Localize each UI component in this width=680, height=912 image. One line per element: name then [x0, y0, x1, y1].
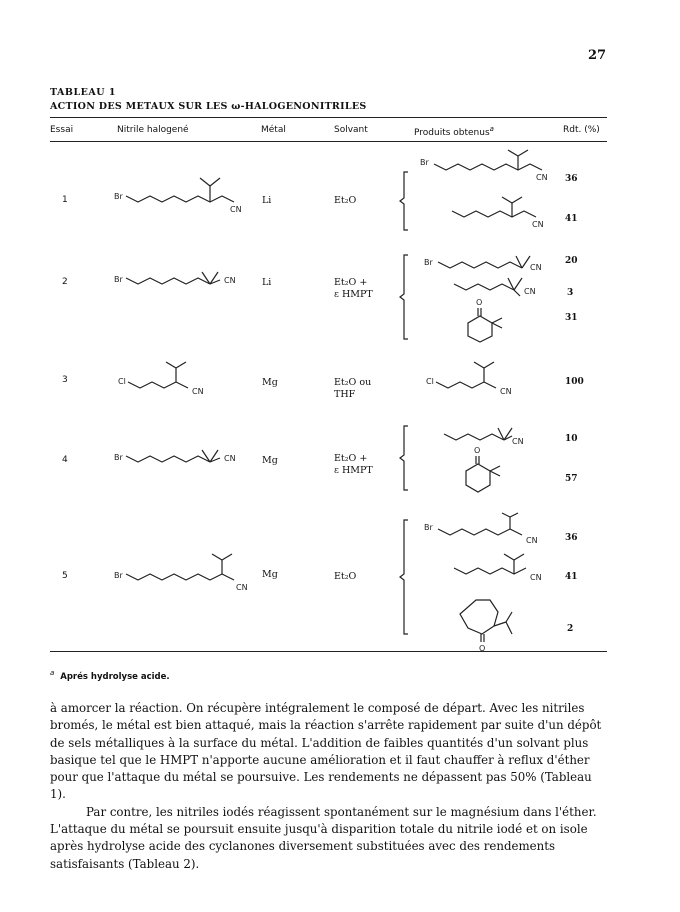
- nitrile-5-halogen: Br: [114, 571, 123, 580]
- footnote-mark: a: [50, 668, 55, 677]
- nitrile-3-structure: [118, 356, 218, 398]
- header-nitrile: Nitrile halogené: [117, 125, 189, 135]
- table-footnote: [50, 668, 170, 682]
- header-produits-note: a: [489, 125, 494, 133]
- table-title: TABLEAU 1: [50, 87, 116, 98]
- brace-1: [398, 170, 412, 232]
- product-1-2-structure: [448, 193, 548, 229]
- footnote-text: Aprés hydrolyse acide.: [60, 671, 170, 682]
- nitrile-4-structure: [112, 440, 252, 470]
- header-rule: [50, 141, 607, 142]
- product-5-1-cn: CN: [526, 536, 538, 545]
- essai-4: 4: [62, 455, 68, 465]
- product-5-3-structure: [452, 592, 532, 652]
- product-5-1-label: Br: [424, 523, 433, 532]
- nitrile-2-structure: [112, 262, 252, 292]
- product-5-3-label: O: [479, 644, 486, 653]
- solvant-5: Et₂O: [334, 571, 357, 582]
- product-1-1-cn: CN: [536, 173, 548, 182]
- yield-5-2: 41: [565, 572, 578, 582]
- table-top-rule: [50, 117, 607, 118]
- product-1-1-label: Br: [420, 158, 429, 167]
- table-subtitle: ACTION DES METAUX SUR LES ω-HALOGENONITRILES: [50, 101, 367, 112]
- nitrile-2-cn: CN: [224, 276, 236, 285]
- nitrile-1-cn: CN: [230, 205, 242, 214]
- yield-5-3: 2: [567, 624, 574, 634]
- product-4-2-structure: [460, 443, 510, 495]
- solvant-1: Et₂O: [334, 195, 357, 206]
- yield-2-1: 20: [565, 256, 578, 266]
- product-3-1-cn: CN: [500, 387, 512, 396]
- yield-1-1: 36: [565, 174, 578, 184]
- product-4-2-label: O: [474, 446, 481, 455]
- brace-2: [398, 253, 412, 341]
- metal-1: Li: [262, 195, 272, 206]
- paragraph-1: à amorcer la réaction. On récupère intégralement le composé de départ. Avec les nitriles bromés, le métal est bien attaqué, mais la réaction s'arrête rapidement par suite d'un dépôt de sels métalliques à la surface du métal. L'addition de faibles quantités d'un solvant plus basique tel que le HMPT n'apporte aucune amélioration et il faut chauffer à reflux d'éther pour que l'attaque du métal se poursuive. Les rendements ne dépassent pas 50% (Tableau 1).: [50, 701, 602, 802]
- essai-1: 1: [62, 195, 68, 205]
- product-1-2-cn: CN: [532, 220, 544, 229]
- product-5-1-structure: [418, 511, 548, 547]
- solvant-2: Et₂O +: [334, 277, 368, 288]
- header-produits-label: Produits obtenus: [414, 128, 490, 138]
- product-5-2-structure: [450, 548, 550, 584]
- essai-3: 3: [62, 375, 68, 385]
- table-bottom-rule: [50, 651, 607, 652]
- yield-2-3: 31: [565, 313, 578, 323]
- product-2-3-structure: [462, 296, 512, 344]
- essai-5: 5: [62, 571, 68, 581]
- solvant-3: Et₂O ou: [334, 377, 372, 388]
- solvant-4b: ε HMPT: [334, 465, 373, 476]
- header-rdt: Rdt. (%): [563, 125, 600, 135]
- header-solvant: Solvant: [334, 125, 368, 135]
- essai-2: 2: [62, 277, 68, 287]
- brace-5: [398, 518, 412, 636]
- header-essai: Essai: [50, 125, 74, 135]
- product-2-2-cn: CN: [524, 287, 536, 296]
- brace-4: [398, 424, 412, 492]
- nitrile-1-structure: [112, 170, 252, 215]
- nitrile-5-cn: CN: [236, 583, 248, 592]
- metal-2: Li: [262, 277, 272, 288]
- product-1-1-structure: [418, 148, 548, 188]
- yield-4-1: 10: [565, 434, 578, 444]
- body-text: [50, 700, 610, 873]
- product-3-1-structure: [426, 356, 536, 398]
- solvant-2b: ε HMPT: [334, 289, 373, 300]
- header-metal: Métal: [261, 125, 286, 135]
- metal-3: Mg: [262, 377, 278, 388]
- nitrile-1-halogen: Br: [114, 192, 123, 201]
- solvant-3b: THF: [334, 389, 356, 400]
- metal-5: Mg: [262, 569, 278, 580]
- paragraph-2: Par contre, les nitriles iodés réagissent spontanément sur le magnésium dans l'éther. L'attaque du métal se poursuit ensuite jusqu'à disparition totale du nitrile iodé et on isole après hydrolyse acide des cyclanones diversement substituées avec des rendements satisfaisants (Tableau 2).: [50, 804, 597, 871]
- nitrile-2-halogen: Br: [114, 275, 123, 284]
- nitrile-4-halogen: Br: [114, 453, 123, 462]
- metal-4: Mg: [262, 455, 278, 466]
- yield-1-2: 41: [565, 214, 578, 224]
- solvant-4: Et₂O +: [334, 453, 368, 464]
- yield-2-2: 3: [567, 288, 574, 298]
- yield-5-1: 36: [565, 533, 578, 543]
- header-produits: [414, 125, 494, 138]
- yield-4-2: 57: [565, 474, 578, 484]
- nitrile-3-cn: CN: [192, 387, 204, 396]
- product-4-1-cn: CN: [512, 437, 524, 446]
- product-3-1-label: Cl: [426, 377, 434, 386]
- product-2-3-label: O: [476, 298, 483, 307]
- page-number: 27: [588, 48, 607, 63]
- nitrile-4-cn: CN: [224, 454, 236, 463]
- nitrile-3-halogen: Cl: [118, 377, 126, 386]
- product-5-2-cn: CN: [530, 573, 542, 582]
- product-2-1-structure: [418, 248, 548, 276]
- nitrile-5-structure: [112, 548, 262, 594]
- product-2-1-label: Br: [424, 258, 433, 267]
- product-2-1-cn: CN: [530, 263, 542, 272]
- yield-3-1: 100: [565, 377, 584, 387]
